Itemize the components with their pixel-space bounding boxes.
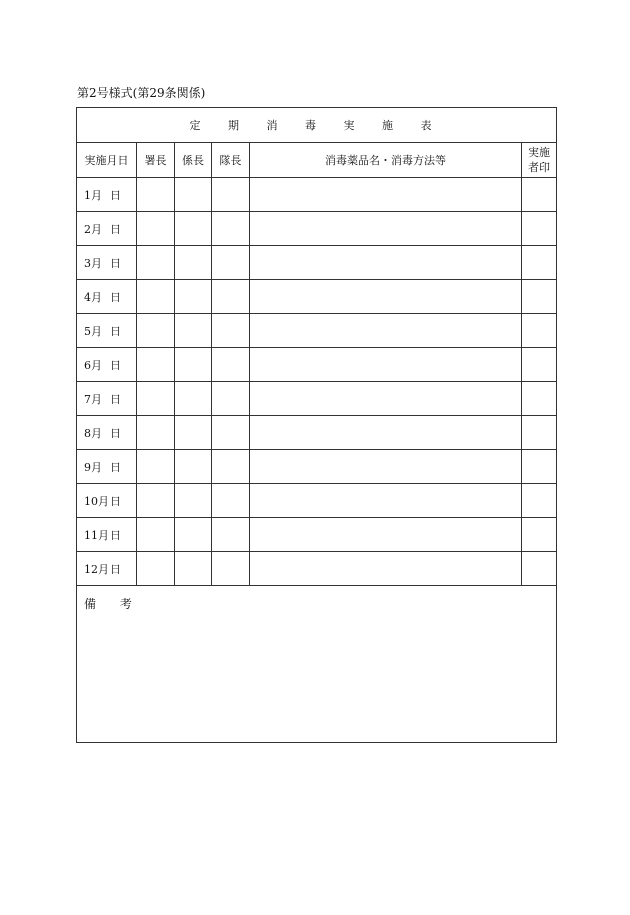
chief-cell[interactable] xyxy=(137,552,175,586)
chief-cell[interactable] xyxy=(137,518,175,552)
month-cell xyxy=(77,348,137,382)
month-label: 12月 xyxy=(84,562,109,576)
chief-cell[interactable] xyxy=(137,280,175,314)
day-suffix: 日 xyxy=(110,358,121,372)
seal-cell[interactable] xyxy=(522,246,557,280)
chief-cell[interactable] xyxy=(137,246,175,280)
seal-cell[interactable] xyxy=(522,382,557,416)
header-method: 消毒薬品名・消毒方法等 xyxy=(250,143,522,178)
day-suffix: 日 xyxy=(110,562,121,576)
header-squad-leader: 隊長 xyxy=(212,143,250,178)
method-cell[interactable] xyxy=(250,246,522,280)
table-row xyxy=(77,348,557,382)
table-row xyxy=(77,314,557,348)
method-cell[interactable] xyxy=(250,314,522,348)
table-row xyxy=(77,416,557,450)
section-chief-cell[interactable] xyxy=(175,552,212,586)
method-cell[interactable] xyxy=(250,416,522,450)
section-chief-cell[interactable] xyxy=(175,280,212,314)
chief-cell[interactable] xyxy=(137,416,175,450)
day-suffix: 日 xyxy=(110,222,121,236)
method-cell[interactable] xyxy=(250,484,522,518)
section-chief-cell[interactable] xyxy=(175,178,212,212)
month-label: 8月 xyxy=(84,426,102,440)
section-chief-cell[interactable] xyxy=(175,212,212,246)
section-chief-cell[interactable] xyxy=(175,246,212,280)
squad-leader-cell[interactable] xyxy=(212,552,250,586)
header-section-chief: 係長 xyxy=(175,143,212,178)
form-number-label: 第2号様式(第29条関係) xyxy=(77,86,206,100)
month-cell xyxy=(77,450,137,484)
squad-leader-cell[interactable] xyxy=(212,280,250,314)
method-cell[interactable] xyxy=(250,348,522,382)
month-cell xyxy=(77,314,137,348)
squad-leader-cell[interactable] xyxy=(212,178,250,212)
day-suffix: 日 xyxy=(110,426,121,440)
month-cell xyxy=(77,382,137,416)
seal-cell[interactable] xyxy=(522,178,557,212)
month-label: 3月 xyxy=(84,256,102,270)
squad-leader-cell[interactable] xyxy=(212,518,250,552)
month-label: 10月 xyxy=(84,494,109,508)
seal-cell[interactable] xyxy=(522,518,557,552)
seal-cell[interactable] xyxy=(522,416,557,450)
chief-cell[interactable] xyxy=(137,314,175,348)
squad-leader-cell[interactable] xyxy=(212,484,250,518)
day-suffix: 日 xyxy=(110,494,121,508)
table-row xyxy=(77,450,557,484)
method-cell[interactable] xyxy=(250,382,522,416)
table-row xyxy=(77,280,557,314)
section-chief-cell[interactable] xyxy=(175,348,212,382)
header-row xyxy=(77,143,557,178)
section-chief-cell[interactable] xyxy=(175,382,212,416)
month-cell xyxy=(77,518,137,552)
seal-cell[interactable] xyxy=(522,484,557,518)
month-cell xyxy=(77,212,137,246)
day-suffix: 日 xyxy=(110,460,121,474)
method-cell[interactable] xyxy=(250,552,522,586)
header-seal xyxy=(522,143,557,178)
seal-cell[interactable] xyxy=(522,212,557,246)
squad-leader-cell[interactable] xyxy=(212,212,250,246)
squad-leader-cell[interactable] xyxy=(212,314,250,348)
section-chief-cell[interactable] xyxy=(175,416,212,450)
month-cell xyxy=(77,280,137,314)
seal-cell[interactable] xyxy=(522,552,557,586)
seal-cell[interactable] xyxy=(522,280,557,314)
remarks-label: 備 考 xyxy=(84,597,142,611)
seal-cell[interactable] xyxy=(522,314,557,348)
method-cell[interactable] xyxy=(250,178,522,212)
remarks-cell[interactable] xyxy=(77,586,557,743)
table-row xyxy=(77,552,557,586)
header-date: 実施月日 xyxy=(77,143,137,178)
month-cell xyxy=(77,246,137,280)
header-seal-line2: 者印 xyxy=(528,161,551,174)
header-seal-line1: 実施 xyxy=(528,146,551,159)
month-label: 7月 xyxy=(84,392,102,406)
squad-leader-cell[interactable] xyxy=(212,348,250,382)
month-label: 2月 xyxy=(84,222,102,236)
month-cell xyxy=(77,552,137,586)
chief-cell[interactable] xyxy=(137,450,175,484)
month-label: 6月 xyxy=(84,358,102,372)
table-row xyxy=(77,178,557,212)
squad-leader-cell[interactable] xyxy=(212,382,250,416)
chief-cell[interactable] xyxy=(137,484,175,518)
month-label: 5月 xyxy=(84,324,102,338)
squad-leader-cell[interactable] xyxy=(212,416,250,450)
section-chief-cell[interactable] xyxy=(175,314,212,348)
month-label: 11月 xyxy=(84,528,109,542)
month-cell xyxy=(77,178,137,212)
table-row xyxy=(77,246,557,280)
month-label: 1月 xyxy=(84,188,102,202)
month-label: 4月 xyxy=(84,290,102,304)
month-rows xyxy=(77,178,557,586)
day-suffix: 日 xyxy=(110,188,121,202)
table-row xyxy=(77,484,557,518)
section-chief-cell[interactable] xyxy=(175,450,212,484)
chief-cell[interactable] xyxy=(137,348,175,382)
month-cell xyxy=(77,484,137,518)
section-chief-cell[interactable] xyxy=(175,518,212,552)
day-suffix: 日 xyxy=(110,256,121,270)
day-suffix: 日 xyxy=(110,324,121,338)
table-title: 定 期 消 毒 実 施 表 xyxy=(77,108,557,143)
day-suffix: 日 xyxy=(110,528,121,542)
squad-leader-cell[interactable] xyxy=(212,246,250,280)
table-row xyxy=(77,518,557,552)
squad-leader-cell[interactable] xyxy=(212,450,250,484)
header-chief: 署長 xyxy=(137,143,175,178)
method-cell[interactable] xyxy=(250,518,522,552)
month-cell xyxy=(77,416,137,450)
seal-cell[interactable] xyxy=(522,450,557,484)
method-cell[interactable] xyxy=(250,450,522,484)
method-cell[interactable] xyxy=(250,280,522,314)
header-seal-text xyxy=(528,145,550,175)
table-row xyxy=(77,382,557,416)
chief-cell[interactable] xyxy=(137,178,175,212)
table-row xyxy=(77,212,557,246)
day-suffix: 日 xyxy=(110,290,121,304)
month-label: 9月 xyxy=(84,460,102,474)
day-suffix: 日 xyxy=(110,392,121,406)
disinfection-log-table xyxy=(76,107,557,743)
chief-cell[interactable] xyxy=(137,382,175,416)
seal-cell[interactable] xyxy=(522,348,557,382)
chief-cell[interactable] xyxy=(137,212,175,246)
section-chief-cell[interactable] xyxy=(175,484,212,518)
method-cell[interactable] xyxy=(250,212,522,246)
